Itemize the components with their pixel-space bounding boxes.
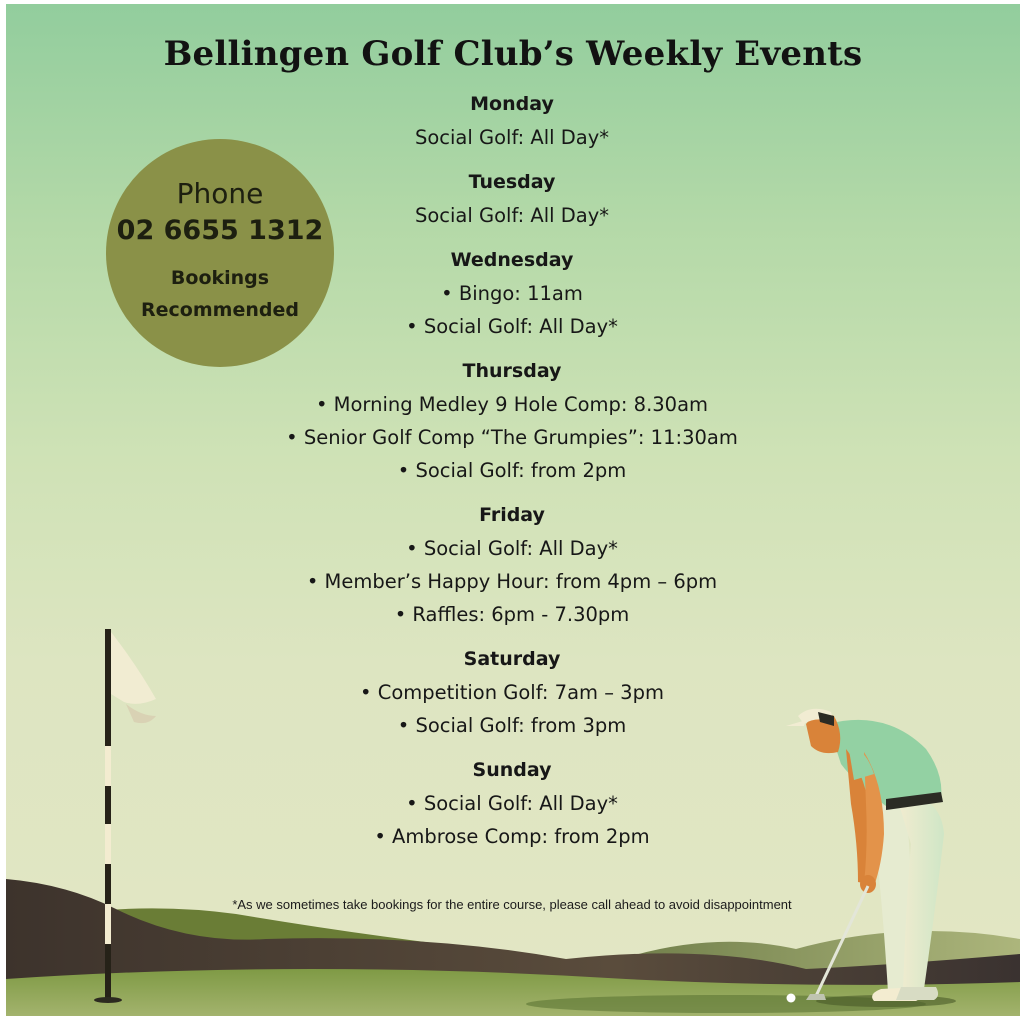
bookings-note: Bookings bbox=[170, 267, 270, 289]
day-title: Saturday bbox=[463, 648, 561, 670]
day-thursday bbox=[206, 355, 818, 487]
event-item: • Morning Medley 9 Hole Comp: 8.30am bbox=[315, 393, 709, 416]
page-title: Bellingen Golf Club’s Weekly Events bbox=[163, 34, 863, 74]
event-item: Social Golf: All Day* bbox=[414, 126, 610, 149]
day-title: Sunday bbox=[472, 759, 552, 781]
event-item: • Social Golf: All Day* bbox=[406, 792, 618, 815]
event-item: • Ambrose Comp: from 2pm bbox=[374, 825, 650, 848]
phone-number: 02 6655 1312 bbox=[116, 215, 324, 246]
phone-label: Phone bbox=[176, 177, 264, 210]
day-title: Wednesday bbox=[450, 249, 574, 271]
weekly-schedule bbox=[206, 88, 818, 853]
day-title: Friday bbox=[479, 504, 545, 526]
day-saturday bbox=[206, 643, 818, 742]
event-item: • Competition Golf: 7am – 3pm bbox=[360, 681, 664, 704]
event-item: • Member’s Happy Hour: from 4pm – 6pm bbox=[306, 570, 718, 593]
events-poster bbox=[6, 4, 1020, 1016]
bookings-note: Recommended bbox=[141, 299, 299, 321]
event-item: • Social Golf: All Day* bbox=[406, 315, 618, 338]
day-title: Tuesday bbox=[468, 171, 556, 193]
footnote: *As we sometimes take bookings for the entire course, please call ahead to avoid disappointment bbox=[232, 897, 792, 912]
event-item: • Raffles: 6pm - 7.30pm bbox=[394, 603, 630, 626]
event-item: • Social Golf: from 3pm bbox=[397, 714, 627, 737]
event-item: • Senior Golf Comp “The Grumpies”: 11:30am bbox=[286, 426, 738, 449]
event-item: Social Golf: All Day* bbox=[414, 204, 610, 227]
day-title: Thursday bbox=[462, 360, 562, 382]
day-tuesday bbox=[206, 166, 818, 232]
event-item: • Social Golf: from 2pm bbox=[397, 459, 627, 482]
day-sunday bbox=[206, 754, 818, 853]
event-item: • Social Golf: All Day* bbox=[406, 537, 618, 560]
event-item: • Bingo: 11am bbox=[441, 282, 583, 305]
day-friday bbox=[206, 499, 818, 631]
day-wednesday bbox=[206, 244, 818, 343]
day-monday bbox=[206, 88, 818, 154]
day-title: Monday bbox=[470, 93, 554, 115]
